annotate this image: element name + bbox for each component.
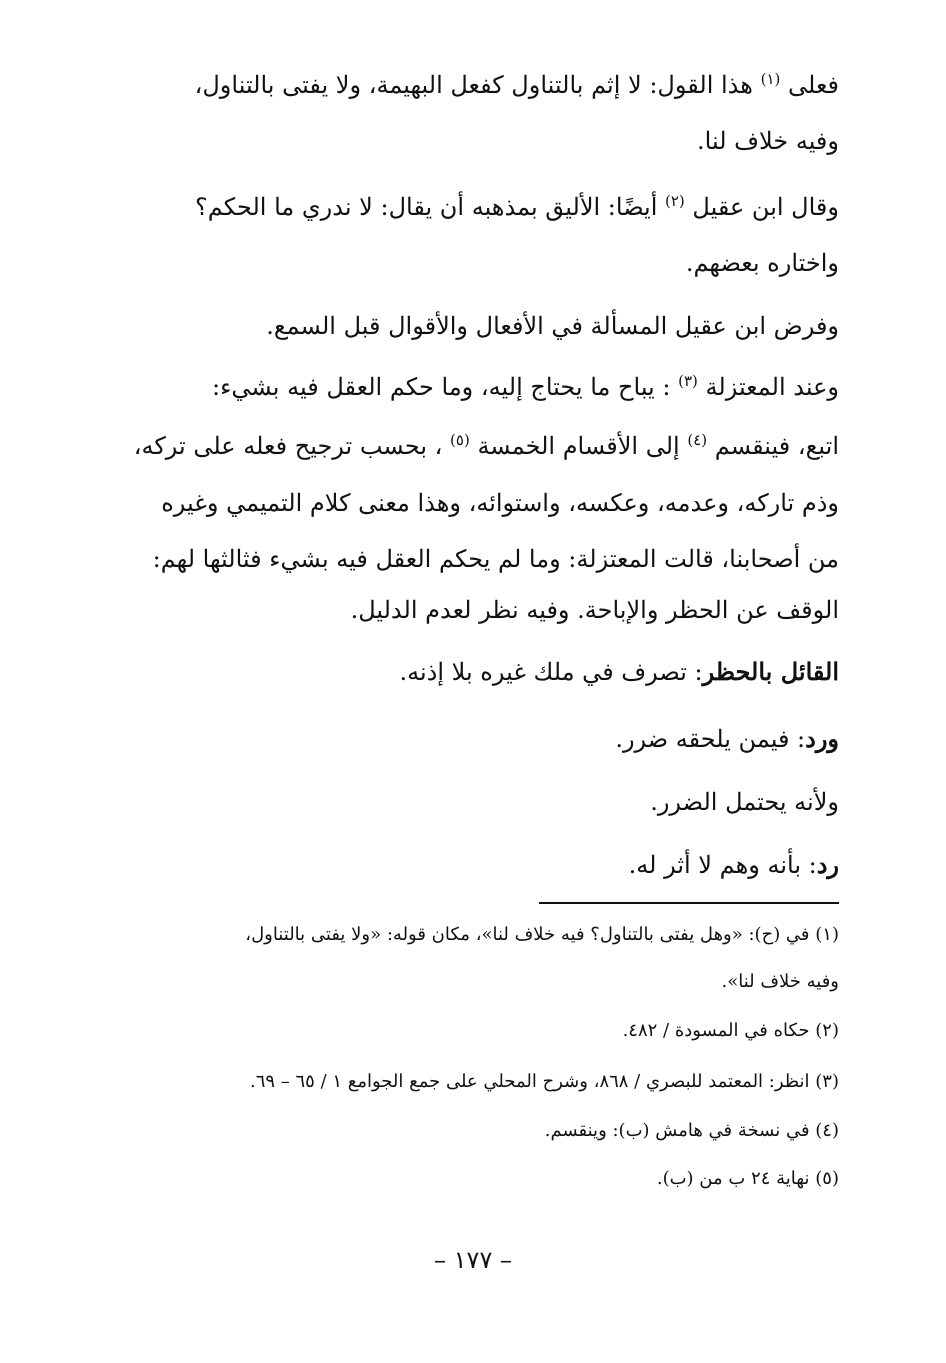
body-text: : فيمن يلحقه ضرر. bbox=[615, 725, 806, 753]
body-text: ، بحسب ترجيح فعله على تركه، bbox=[133, 432, 443, 460]
footnote-ref: (١) bbox=[760, 70, 781, 88]
footnote-ref: (٤) bbox=[687, 431, 708, 449]
section-label: ورد bbox=[805, 724, 839, 753]
section-label: القائل بالحظر bbox=[702, 657, 839, 686]
footnote-ref: (٢) bbox=[665, 192, 685, 210]
body-text: ولأنه يحتمل الضرر. bbox=[650, 788, 839, 816]
body-text: إلى الأقسام الخمسة bbox=[477, 432, 680, 460]
body-text: من أصحابنا، قالت المعتزلة: وما لم يحكم العقل فيه بشيء فثالثها لهم: bbox=[152, 545, 839, 573]
body-text: فعلى bbox=[788, 71, 839, 99]
body-text: وذم تاركه، وعدمه، وعكسه، واستوائه، وهذا معنى كلام التميمي وغيره bbox=[161, 489, 839, 517]
body-text: هذا القول: لا إثم بالتناول كفعل البهيمة، ولا يفتى بالتناول، bbox=[194, 71, 753, 99]
footnotes bbox=[119, 0, 839, 1200]
footnote-line: (١) في (ح): «وهل يفتى بالتناول؟ فيه خلاف لنا»، مكان قوله: «ولا يفتى بالتناول، bbox=[245, 924, 839, 945]
body-text: : يباح ما يحتاج إليه، وما حكم العقل فيه بشيء: bbox=[212, 373, 671, 401]
page-number: – ١٧٧ – bbox=[434, 1246, 512, 1274]
body-text: اتبع، فينقسم bbox=[714, 432, 839, 460]
section-label: رد bbox=[816, 850, 839, 879]
footnote-line: (٣) انظر: المعتمد للبصري / ٨٦٨، وشرح المحلي على جمع الجوامع ١ / ٦٥ – ٦٩. bbox=[249, 1071, 839, 1092]
footnote-ref: (٥) bbox=[450, 431, 470, 449]
body-text: : بأنه وهم لا أثر له. bbox=[628, 851, 817, 879]
body-text: الوقف عن الحظر والإباحة. وفيه نظر لعدم الدليل. bbox=[350, 596, 839, 624]
body-text: : تصرف في ملك غيره بلا إذنه. bbox=[399, 658, 703, 686]
body-text: وفيه خلاف لنا. bbox=[697, 127, 839, 155]
footnote-line: (٢) حكاه في المسودة / ٤٨٢. bbox=[622, 1020, 839, 1041]
body-text: وقال ابن عقيل bbox=[692, 193, 839, 221]
footnote-ref: (٣) bbox=[678, 372, 698, 390]
body-text: وعند المعتزلة bbox=[705, 373, 839, 401]
body-text: واختاره بعضهم. bbox=[685, 249, 839, 277]
body-text: أيضًا: الأليق بمذهبه أن يقال: لا ندري ما الحكم؟ bbox=[195, 193, 658, 221]
footnote-line: (٥) نهاية ٢٤ ب من (ب). bbox=[656, 1168, 839, 1189]
body-text: وفرض ابن عقيل المسألة في الأفعال والأقوال قبل السمع. bbox=[266, 312, 839, 340]
footnote-line: وفيه خلاف لنا». bbox=[721, 971, 839, 992]
footnote-line: (٤) في نسخة في هامش (ب): وينقسم. bbox=[544, 1120, 839, 1141]
